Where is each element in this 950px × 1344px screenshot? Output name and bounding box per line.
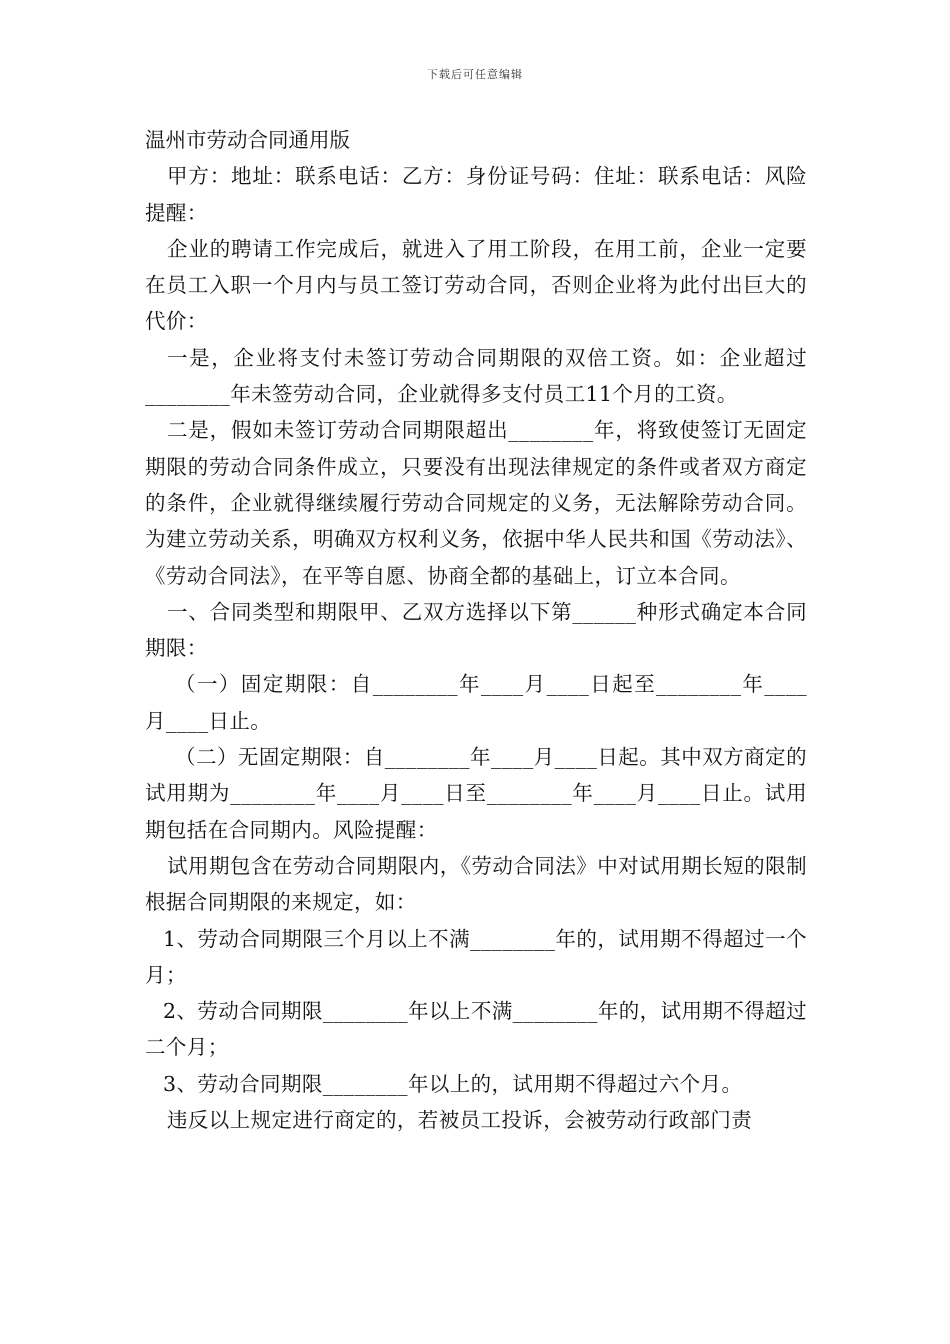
- paragraph-open-term: （二）无固定期限：自________年____月____日起。其中双方商定的试用期为________年____月____日至________年____月____日止。试用期包括在合同期内。风险提醒：: [145, 745, 807, 842]
- list-item-1: 1、劳动合同期限三个月以上不满________年的，试用期不得超过一个月；: [145, 926, 807, 987]
- paragraph-intro: 企业的聘请工作完成后，就进入了用工阶段，在用工前，企业一定要在员工入职一个月内与员工签订劳动合同，否则企业将为此付出巨大的代价：: [145, 236, 807, 334]
- paragraph-fixed-term: （一）固定期限：自________年____月____日起至________年____月____日止。: [145, 672, 807, 733]
- page-header: 下载后可任意编辑: [427, 68, 523, 81]
- paragraph-point-two: 二是，假如未签订劳动合同期限超出________年，将致使签订无固定期限的劳动合同条件成立，只要没有出现法律规定的条件或者双方商定的条件，企业就得继续履行劳动合同规定的义务，无法解除劳动合同。 为建立劳动关系，明确双方权利义务，依据中华人民共和国《劳动法》、《劳动合同法》，在平等自愿、协商全都的基础上，订立本合同。: [145, 418, 807, 588]
- document-title: 温州市劳动合同通用版: [145, 128, 350, 152]
- paragraph-violation: 违反以上规定进行商定的，若被员工投诉，会被劳动行政部门责: [167, 1108, 753, 1133]
- paragraph-point-one: 一是，企业将支付未签订劳动合同期限的双倍工资。如：企业超过________年未签劳动合同，企业就得多支付员工11个月的工资。: [145, 345, 807, 407]
- list-item-3: 3、劳动合同期限________年以上的，试用期不得超过六个月。: [163, 1071, 743, 1096]
- paragraph-contract-type: 一、合同类型和期限甲、乙双方选择以下第______种形式确定本合同期限：: [145, 599, 807, 661]
- document-body: [145, 122, 807, 1138]
- list-item-2: 2、劳动合同期限________年以上不满________年的，试用期不得超过二个月；: [145, 999, 807, 1060]
- paragraph-parties: 甲方：地址：联系电话：乙方：身份证号码：住址：联系电话：风险提醒：: [145, 164, 807, 225]
- paragraph-probation: 试用期包含在劳动合同期限内，《劳动合同法》中对试用期长短的限制根据合同期限的来规定，如：: [145, 853, 807, 915]
